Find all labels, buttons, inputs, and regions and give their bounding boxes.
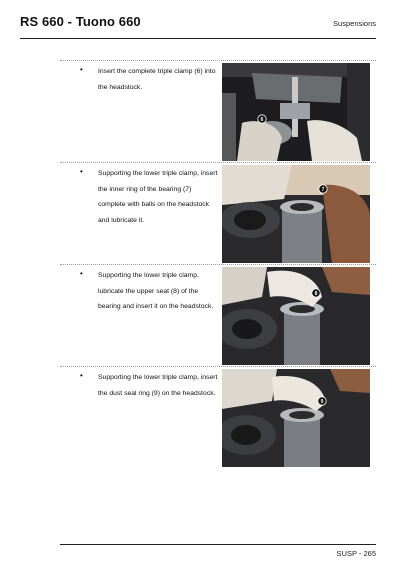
step-3-photo — [222, 267, 370, 365]
bullet-icon: • — [80, 167, 83, 176]
bullet-icon: • — [80, 65, 83, 74]
header-divider — [20, 38, 376, 39]
step-3-text: Supporting the lower triple clamp, lubricate the upper seat (8) of the bearing and insert it on the headstock. — [98, 272, 214, 310]
step-4-text: Supporting the lower triple clamp, insert the dust seal ring (9) on the headstock. — [98, 374, 218, 397]
callout-9: 9 — [320, 398, 324, 405]
step-3 — [60, 264, 376, 364]
section-name: Suspensions — [333, 19, 376, 28]
callout-6: 6 — [260, 116, 264, 123]
page-number: SUSP - 265 — [336, 549, 376, 558]
step-4 — [60, 366, 376, 466]
step-divider — [60, 264, 376, 265]
step-divider — [60, 60, 376, 61]
step-divider — [60, 162, 376, 163]
page-title: RS 660 - Tuono 660 — [20, 14, 141, 29]
step-divider — [60, 366, 376, 367]
step-2 — [60, 162, 376, 262]
step-2-photo — [222, 165, 370, 263]
bullet-icon: • — [80, 371, 83, 380]
callout-8: 8 — [314, 290, 318, 297]
step-1 — [60, 60, 376, 160]
step-4-photo — [222, 369, 370, 467]
footer-divider — [60, 544, 376, 545]
step-2-text: Supporting the lower triple clamp, insert the inner ring of the bearing (7) complete with balls on the headstock and lubricate it. — [98, 170, 218, 224]
bullet-icon: • — [80, 269, 83, 278]
step-1-text: Insert the complete triple clamp (6) into the headstock. — [98, 68, 216, 91]
callout-7: 7 — [321, 186, 325, 193]
step-1-photo — [222, 63, 370, 161]
